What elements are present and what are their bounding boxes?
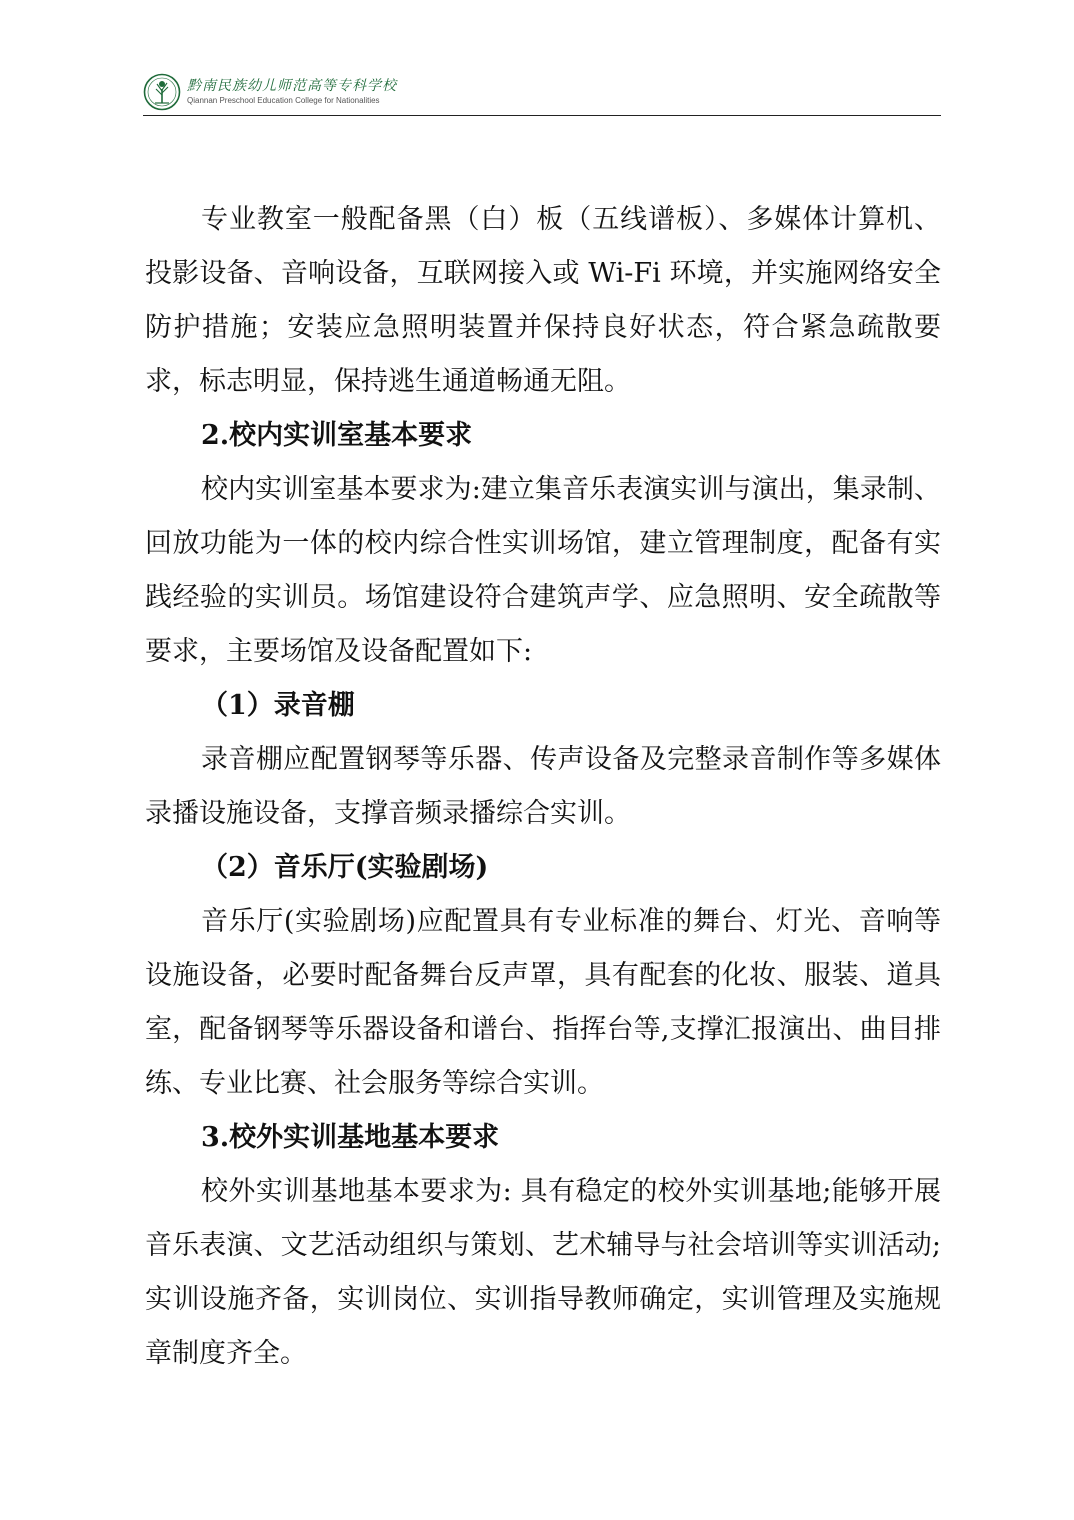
paragraph-recording-studio: 录音棚应配置钢琴等乐器、传声设备及完整录音制作等多媒体录播设施设备，支撑音频录播综合实训。 <box>145 744 941 829</box>
paragraph-concert-hall: 音乐厅(实验剧场)应配置具有专业标准的舞台、灯光、音响等设施设备，必要时配备舞台反声罩，具有配套的化妆、服装、道具室，配备钢琴等乐器设备和谱台、指挥台等,支撑汇报演出、曲目排练、专业比赛、社会服务等综合实训。 <box>145 906 941 1099</box>
document-body <box>145 193 941 1381</box>
college-emblem-icon <box>143 73 181 111</box>
header-divider <box>143 115 941 116</box>
paragraph-offsite-training-bases: 校外实训基地基本要求为: 具有稳定的校外实训基地;能够开展音乐表演、文艺活动组织与策划、艺术辅导与社会培训等实训活动;实训设施齐备，实训岗位、实训指导教师确定，实训管理及实施规章制度齐全。 <box>145 1176 941 1369</box>
paragraph-classroom-equipment: 专业教室一般配备黑（白）板（五线谱板）、多媒体计算机、投影设备、音响设备，互联网接入或 Wi-Fi 环境，并实施网络安全防护措施；安装应急照明装置并保持良好状态，符合紧急疏散要求，标志明显，保持逃生通道畅通无阻。 <box>145 204 941 397</box>
school-name-en: Qiannan Preschool Education College for Nationalities <box>187 96 380 105</box>
page-header <box>143 66 941 116</box>
heading-onsite-training-rooms: 2.校内实训室基本要求 <box>201 420 473 451</box>
school-name-cn: 黔南民族幼儿师范高等专科学校 <box>187 78 397 94</box>
heading-offsite-training-bases: 3.校外实训基地基本要求 <box>201 1122 500 1153</box>
paragraph-onsite-training-rooms: 校内实训室基本要求为:建立集音乐表演实训与演出，集录制、回放功能为一体的校内综合性实训场馆，建立管理制度，配备有实践经验的实训员。场馆建设符合建筑声学、应急照明、安全疏散等要求，主要场馆及设备配置如下: <box>145 474 941 667</box>
heading-concert-hall: （2）音乐厅(实验剧场) <box>201 852 489 883</box>
heading-recording-studio: （1）录音棚 <box>201 690 355 721</box>
